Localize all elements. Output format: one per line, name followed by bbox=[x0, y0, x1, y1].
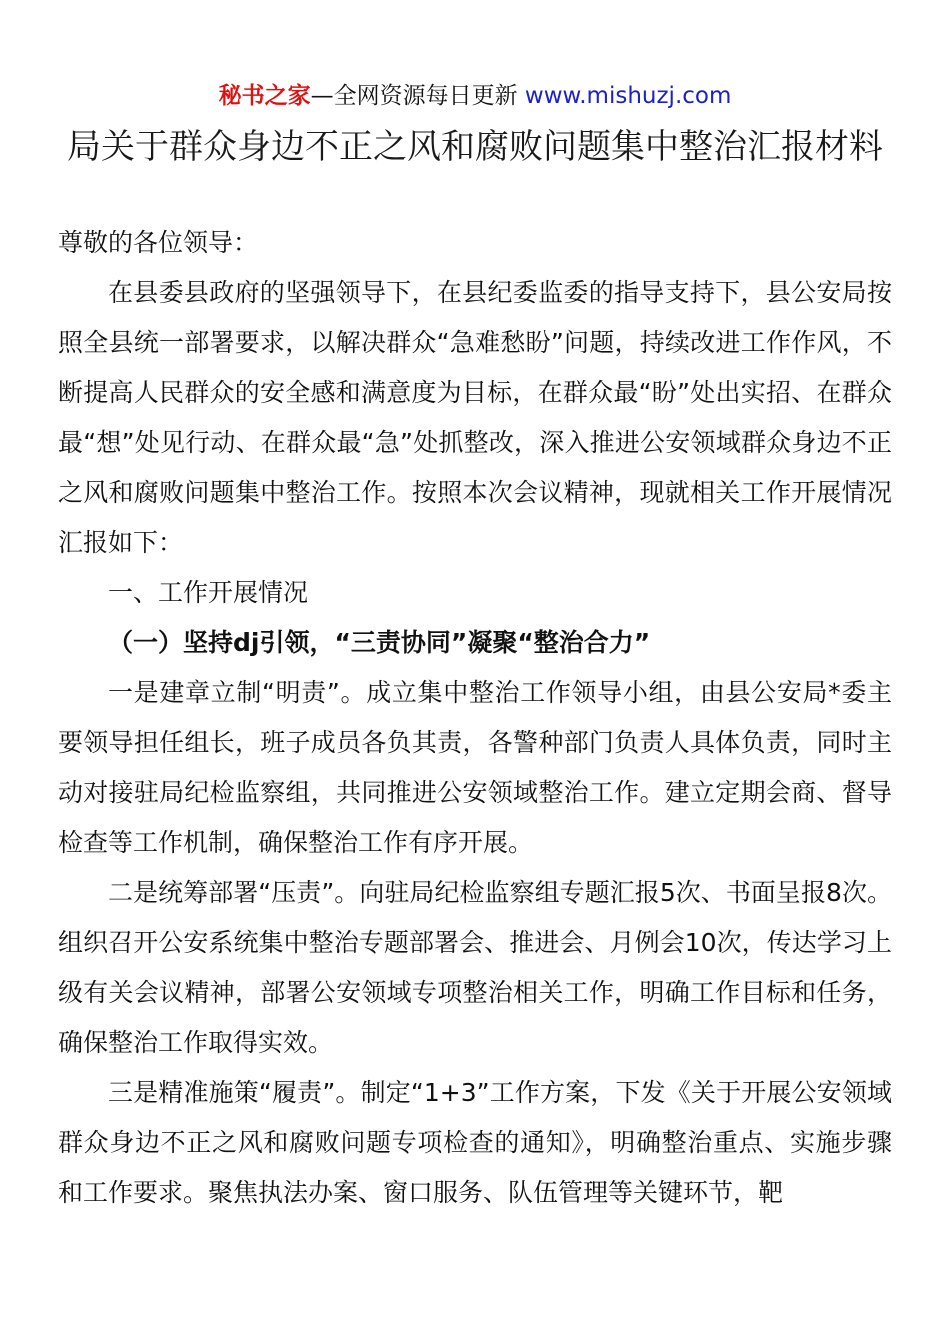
document-body bbox=[58, 218, 892, 1218]
paragraph-1: 一是建章立制“明责”。成立集中整治工作领导小组，由县公安局*委主要领导担任组长，班子成员各负其责，各警种部门负责人具体负责，同时主动对接驻局纪检监察组，共同推进公安领域整治工作。建立定期会商、督导检查等工作机制，确保整治工作有序开展。 bbox=[58, 678, 892, 857]
section-heading-1: 一、工作开展情况 bbox=[108, 578, 309, 607]
document-title: 局关于群众身边不正之风和腐败问题集中整治汇报材料 bbox=[67, 127, 883, 167]
banner-tagline: —全网资源每日更新 bbox=[310, 83, 518, 109]
banner-url-link[interactable]: www.mishuzj.com bbox=[524, 83, 732, 109]
salutation: 尊敬的各位领导： bbox=[58, 228, 259, 257]
intro-paragraph: 在县委县政府的坚强领导下，在县纪委监委的指导支持下，县公安局按照全县统一部署要求，以解决群众“急难愁盼”问题，持续改进工作作风，不断提高人民群众的安全感和满意度为目标，在群众最“盼”处出实招、在群众最“想”处见行动、在群众最“急”处抓整改，深入推进公安领域群众身边不正之风和腐败问题集中整治工作。按照本次会议精神，现就相关工作开展情况汇报如下： bbox=[58, 278, 892, 557]
header-banner bbox=[0, 80, 950, 112]
subsection-heading-1: （一）坚持dj引领，“三责协同”凝聚“整治合力” bbox=[108, 628, 651, 657]
paragraph-3: 三是精准施策“履责”。制定“1+3”工作方案，下发《关于开展公安领域群众身边不正之风和腐败问题专项检查的通知》，明确整治重点、实施步骤和工作要求。聚焦执法办案、窗口服务、队伍管理等关键环节，靶 bbox=[58, 1078, 892, 1207]
brand-name: 秘书之家 bbox=[218, 83, 311, 109]
paragraph-2: 二是统筹部署“压责”。向驻局纪检监察组专题汇报5次、书面呈报8次。组织召开公安系统集中整治专题部署会、推进会、月例会10次，传达学习上级有关会议精神，部署公安领域专项整治相关工作，明确工作目标和任务，确保整治工作取得实效。 bbox=[58, 878, 892, 1057]
